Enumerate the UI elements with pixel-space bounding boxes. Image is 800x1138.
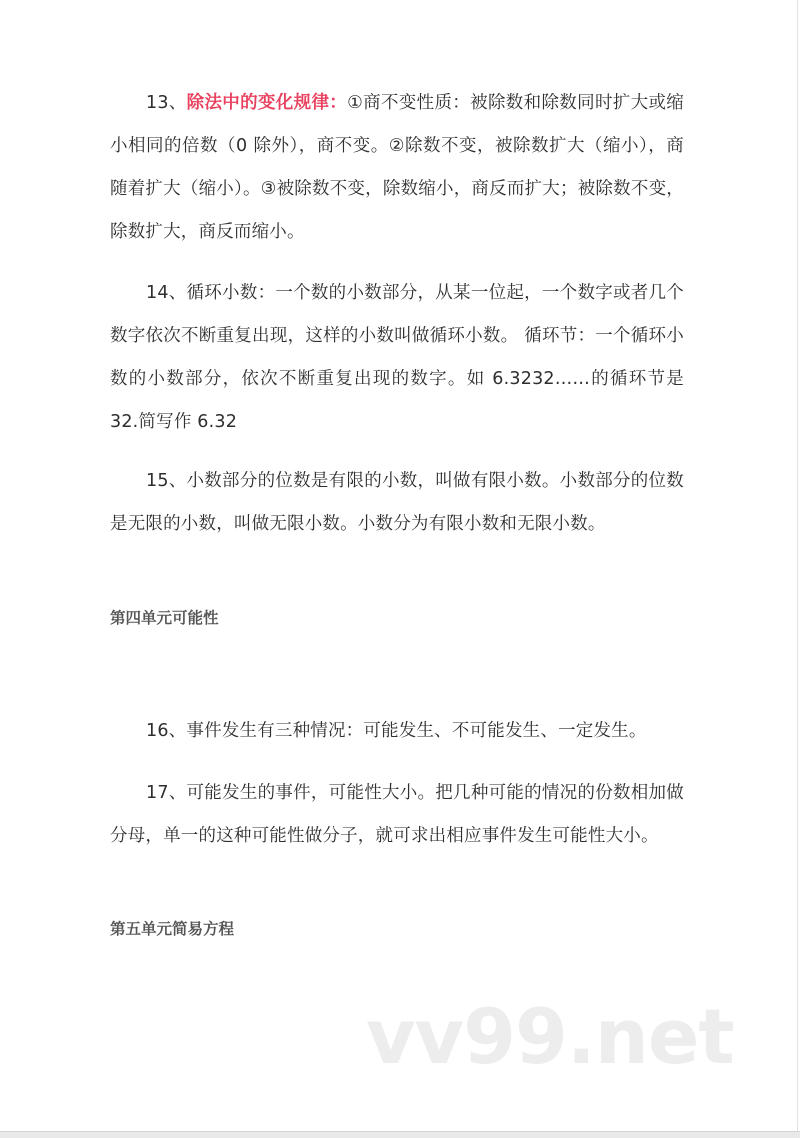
paragraph-number: 13、 <box>146 93 187 113</box>
paragraph-text: 可能发生的事件，可能性大小。把几种可能的情况的份数相加做分母，单一的这种可能性做分子，就可求出相应事件发生可能性大小。 <box>110 783 684 846</box>
paragraph-14 <box>110 272 684 444</box>
paragraph-text: 小数部分的位数是有限的小数，叫做有限小数。小数部分的位数是无限的小数，叫做无限小数。小数分为有限小数和无限小数。 <box>110 471 684 534</box>
paragraph-13 <box>110 82 684 254</box>
paragraph-16 <box>110 710 684 753</box>
watermark: vv99.net <box>366 992 734 1081</box>
paragraph-number: 16、 <box>146 721 187 741</box>
paragraph-text: 循环小数：一个数的小数部分，从某一位起，一个数字或者几个数字依次不断重复出现，这样的小数叫做循环小数。 循环节：一个循环小数的小数部分，依次不断重复出现的数字。如 6.3232……的循环节是 32.简写作 6.32 <box>110 283 684 432</box>
paragraph-text: 事件发生有三种情况：可能发生、不可能发生、一定发生。 <box>186 721 647 741</box>
paragraph-17 <box>110 772 684 858</box>
paragraph-number: 14、 <box>146 283 187 303</box>
paragraph-number: 17、 <box>146 783 187 803</box>
highlight-term: 除法中的变化规律： <box>186 93 348 113</box>
section-heading-unit-4: 第四单元可能性 <box>110 608 219 627</box>
paragraph-15 <box>110 460 684 546</box>
paragraph-text: ①商不变性质：被除数和除数同时扩大或缩小相同的倍数（0 除外），商不变。②除数不变，被除数扩大（缩小），商随着扩大（缩小）。③被除数不变，除数缩小，商反而扩大；被除数不变，除数扩大，商反而缩小。 <box>110 93 684 242</box>
paragraph-number: 15、 <box>146 471 187 491</box>
section-heading-unit-5: 第五单元简易方程 <box>110 919 235 938</box>
